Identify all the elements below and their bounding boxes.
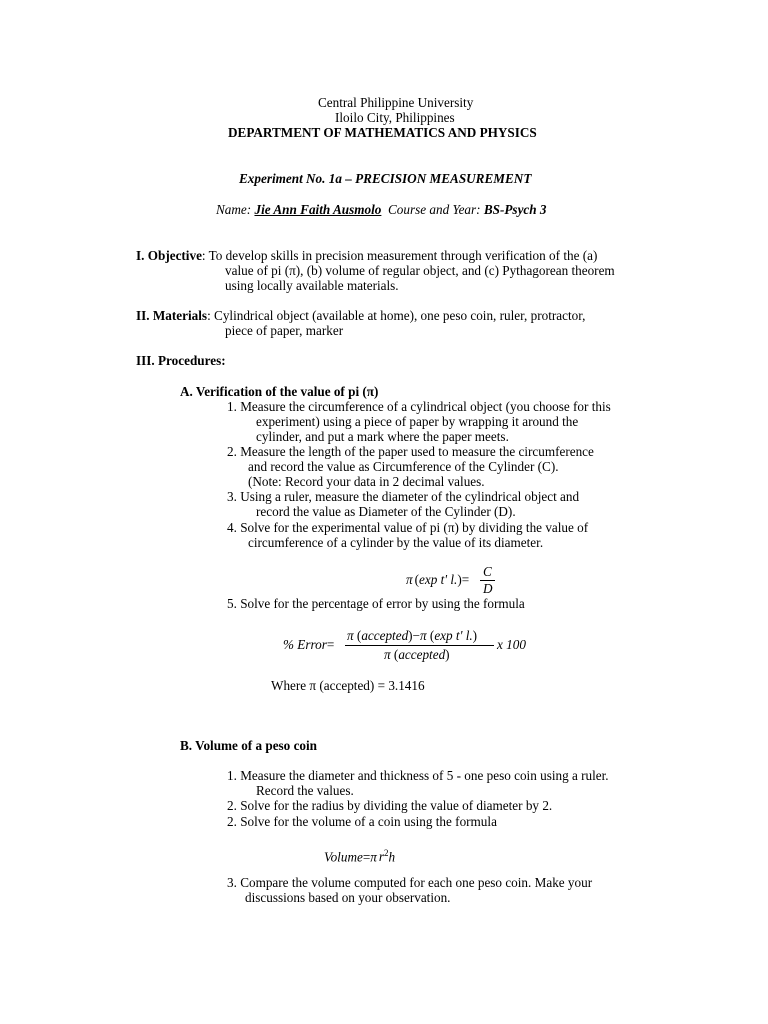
step-a1-line-3: cylinder, and put a mark where the paper meets.: [256, 429, 509, 444]
radius-symbol: r: [378, 849, 385, 865]
step-b1-line-2: Record the values.: [256, 783, 354, 798]
step-b1-line-1: 1. Measure the diameter and thickness of 5 - one peso coin using a ruler.: [227, 768, 609, 783]
experiment-title: Experiment No. 1a – PRECISION MEASUREMENT: [239, 171, 532, 186]
materials-text-1: : Cylindrical object (available at home), one peso coin, ruler, protractor,: [207, 308, 586, 323]
fraction-numerator-c: C: [483, 564, 492, 579]
equals-sign: =: [326, 637, 335, 652]
equals-sign: =: [362, 849, 371, 865]
step-a2-line-2: and record the value as Circumference of the Cylinder (C).: [248, 459, 559, 474]
materials-text-2: piece of paper, marker: [225, 323, 344, 338]
percent-error-lhs: [283, 637, 334, 652]
minus-sign: −: [412, 628, 421, 643]
volume-formula: [324, 846, 395, 864]
percent-error-numerator: π (accepted)−π (exp t' l.): [347, 628, 478, 643]
step-b2-volume: 2. Solve for the volume of a coin using the formula: [227, 814, 497, 829]
section-a-heading: A. Verification of the value of pi (π): [180, 384, 379, 399]
pi-symbol: π: [347, 628, 354, 643]
height-symbol: h: [388, 849, 396, 865]
materials-heading: II. Materials: [136, 308, 208, 323]
step-a3-line-1: 3. Using a ruler, measure the diameter of the cylindrical object and: [227, 489, 580, 504]
exptl-label: exp t' l.: [434, 628, 473, 643]
step-b3-line-2: discussions based on your observation.: [245, 890, 451, 905]
department-title: DEPARTMENT OF MATHEMATICS AND PHYSICS: [228, 125, 537, 140]
exptl-label: exp t' l.: [419, 572, 458, 587]
objective-line-1: [136, 248, 597, 263]
procedures-heading: III. Procedures:: [136, 353, 226, 368]
step-b2-radius: 2. Solve for the radius by dividing the value of diameter by 2.: [227, 798, 553, 813]
city-name: Iloilo City, Philippines: [335, 110, 455, 125]
pi-accepted-value: Where π (accepted) = 3.1416: [271, 678, 425, 693]
step-a3-line-2: record the value as Diameter of the Cylinder (D).: [256, 504, 516, 519]
objective-heading: I. Objective: [136, 248, 202, 263]
step-a1-line-2: experiment) using a piece of paper by wrapping it around the: [256, 414, 579, 429]
pi-symbol: π: [406, 572, 413, 587]
fraction-denominator-d: D: [483, 581, 493, 596]
volume-label: Volume: [324, 849, 363, 865]
pi-symbol: π: [420, 628, 427, 643]
step-a2-line-1: 2. Measure the length of the paper used to measure the circumference: [227, 444, 594, 459]
times-100: x 100: [497, 637, 526, 652]
pi-symbol: π: [370, 849, 377, 865]
accepted-label: accepted: [398, 647, 446, 662]
course-value: BS-Psych 3: [483, 202, 547, 217]
percent-error-label: % Error: [283, 637, 327, 652]
step-a4-line-2: circumference of a cylinder by the value of its diameter.: [248, 535, 544, 550]
student-name: Jie Ann Faith Ausmolo: [254, 202, 382, 217]
objective-text-1: : To develop skills in precision measurement through verification of the (a): [201, 248, 598, 263]
course-label: Course and Year:: [381, 202, 484, 217]
accepted-label: accepted: [361, 628, 409, 643]
percent-error-denominator: π (accepted): [384, 647, 450, 662]
pi-experimental-formula: π (exp t' l.)=: [406, 572, 470, 587]
objective-text-3: using locally available materials.: [225, 278, 399, 293]
equals-sign: =: [461, 572, 470, 587]
name-label: Name:: [216, 202, 255, 217]
university-name: Central Philippine University: [318, 95, 474, 110]
fraction-bar: [345, 645, 494, 646]
name-line: [216, 202, 547, 217]
step-a5: 5. Solve for the percentage of error by using the formula: [227, 596, 525, 611]
step-b3-line-1: 3. Compare the volume computed for each one peso coin. Make your: [227, 875, 593, 890]
step-a2-note: (Note: Record your data in 2 decimal values.: [248, 474, 485, 489]
pi-symbol: π: [384, 647, 391, 662]
section-b-heading: B. Volume of a peso coin: [180, 738, 318, 753]
materials-line-1: [136, 308, 585, 323]
objective-text-2: value of pi (π), (b) volume of regular object, and (c) Pythagorean theorem: [225, 263, 615, 278]
exponent-2: 2: [384, 848, 389, 858]
step-a4-line-1: 4. Solve for the experimental value of pi (π) by dividing the value of: [227, 520, 589, 535]
step-a1-line-1: 1. Measure the circumference of a cylindrical object (you choose for this: [227, 399, 611, 414]
